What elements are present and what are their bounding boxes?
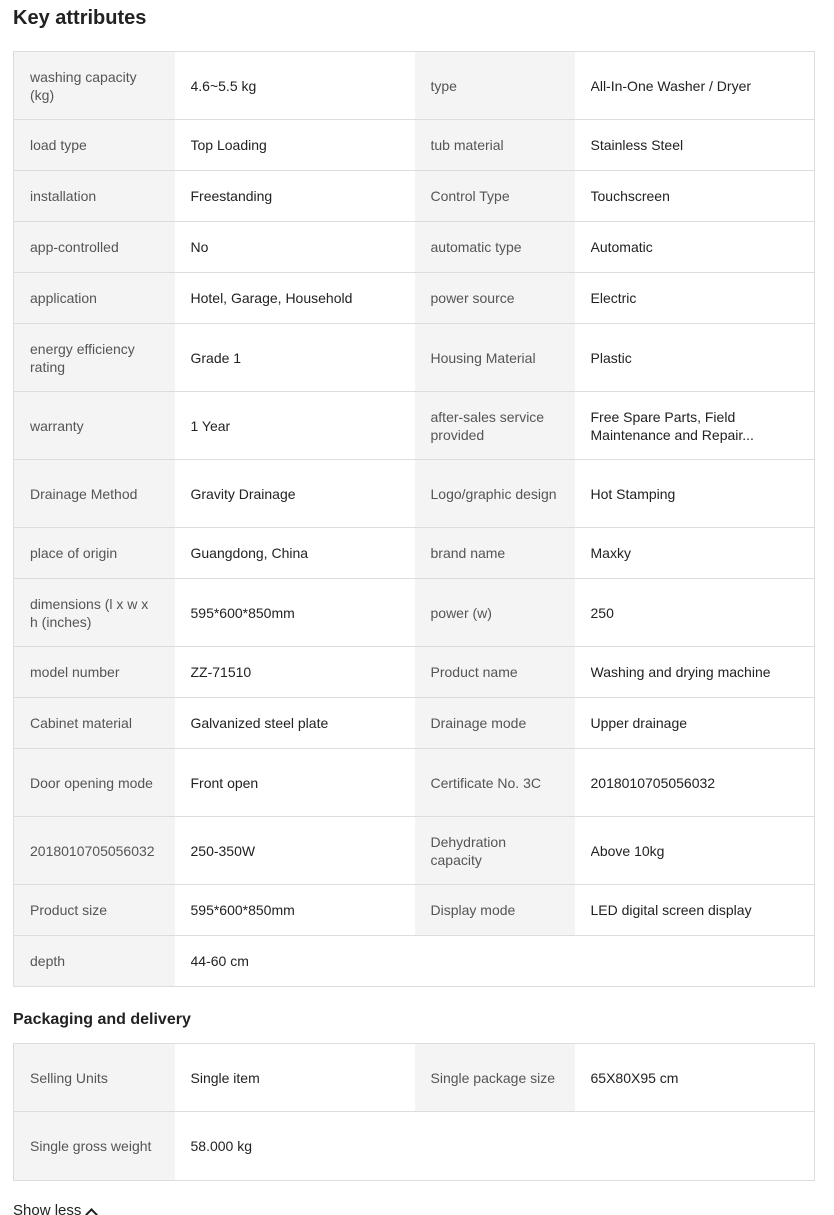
table-row: [14, 528, 815, 579]
attribute-key: [14, 936, 175, 987]
table-row: [14, 460, 815, 528]
attribute-value-text: 250: [590, 604, 614, 621]
attribute-key-text: Dehydration capacity: [430, 833, 506, 868]
show-less-button[interactable]: [13, 1202, 96, 1215]
attribute-value-text: 2018010705056032: [590, 774, 716, 791]
attribute-value: [575, 1112, 815, 1181]
attribute-key-text: Drainage mode: [430, 715, 527, 731]
attribute-key: [14, 647, 175, 698]
attribute-value-text: 65X80X95 cm: [590, 1069, 679, 1086]
packaging-table: [13, 1043, 815, 1181]
attribute-key: [415, 273, 575, 324]
attribute-key: [415, 647, 575, 698]
attribute-value: [175, 273, 415, 324]
attribute-key-text: brand name: [430, 545, 506, 561]
table-row: [14, 120, 815, 171]
table-row: [14, 222, 815, 273]
attribute-key: [14, 120, 175, 171]
attribute-key-text: Drainage Method: [30, 485, 138, 502]
attribute-key: [14, 698, 175, 749]
attribute-value: [575, 392, 815, 460]
table-row: [14, 936, 815, 987]
attribute-key-text: 2018010705056032: [30, 842, 155, 859]
chevron-up-icon: [86, 1208, 99, 1215]
attribute-value: [175, 749, 415, 817]
attribute-value: [575, 324, 815, 392]
attribute-value-text: ZZ-71510: [190, 664, 252, 680]
attribute-value-text: No: [190, 239, 209, 255]
table-row: [14, 698, 815, 749]
table-row: [14, 647, 815, 698]
attribute-value: [575, 460, 815, 528]
attribute-value-text: 4.6~5.5 kg: [190, 77, 257, 94]
attribute-key-text: Cabinet material: [30, 715, 132, 731]
attribute-key: [14, 579, 175, 647]
attribute-key: [14, 885, 175, 936]
attribute-key-text: Product name: [430, 664, 518, 680]
attribute-value-text: 58.000 kg: [190, 1138, 252, 1154]
attribute-key-text: depth: [30, 953, 66, 969]
attribute-value: [175, 1044, 415, 1112]
attribute-key: [415, 120, 575, 171]
packaging-heading: Packaging and delivery: [13, 1011, 191, 1028]
attribute-value: [175, 936, 415, 987]
attribute-key: [14, 1044, 175, 1112]
attribute-key: [415, 392, 575, 460]
attribute-key: [14, 273, 175, 324]
attribute-value-text: Electric: [590, 290, 637, 306]
attribute-value-text: Hot Stamping: [590, 485, 676, 502]
attribute-key: [14, 817, 175, 885]
attribute-key-text: Certificate No. 3C: [430, 774, 541, 791]
attribute-key: [415, 1044, 575, 1112]
attribute-value: [575, 749, 815, 817]
attribute-key-text: app-controlled: [30, 239, 119, 255]
attribute-key-text: tub material: [430, 137, 504, 153]
attribute-value: [175, 817, 415, 885]
attribute-value-text: Stainless Steel: [590, 137, 684, 153]
table-row: [14, 171, 815, 222]
attribute-key-text: automatic type: [430, 239, 522, 255]
attribute-value: [175, 698, 415, 749]
attribute-key: [415, 698, 575, 749]
attribute-value-text: Hotel, Garage, Household: [190, 290, 353, 306]
attribute-key-text: Display mode: [430, 902, 516, 918]
attribute-key: [14, 324, 175, 392]
attribute-value: [175, 222, 415, 273]
attribute-value: [575, 817, 815, 885]
attribute-value: [175, 885, 415, 936]
table-row: [14, 749, 815, 817]
attribute-key: [415, 171, 575, 222]
attribute-value-text: Touchscreen: [590, 188, 670, 204]
attribute-value: [175, 647, 415, 698]
attribute-key-text: Selling Units: [30, 1069, 108, 1086]
attribute-value-text: Washing and drying machine: [590, 664, 771, 680]
attribute-key: [415, 817, 575, 885]
attribute-value: [175, 171, 415, 222]
attribute-value: [575, 885, 815, 936]
attribute-value: [175, 392, 415, 460]
attribute-key-text: power (w): [430, 604, 492, 621]
attribute-value-text: 250-350W: [190, 842, 256, 859]
attribute-value-text: Automatic: [590, 239, 653, 255]
key-attributes-table: [13, 51, 815, 987]
attribute-key-text: model number: [30, 664, 120, 680]
attribute-key-text: type: [430, 77, 457, 94]
attribute-value-text: 595*600*850mm: [190, 902, 295, 918]
attribute-key: [14, 528, 175, 579]
attribute-key-text: Logo/graphic design: [430, 485, 557, 502]
attribute-key-text: Single package size: [430, 1069, 556, 1086]
attribute-key-text: dimensions (l x w x h (inches): [30, 595, 149, 630]
attribute-key-text: Door opening mode: [30, 774, 153, 791]
table-row: [14, 52, 815, 120]
attribute-key-text: Control Type: [430, 188, 510, 204]
attribute-key-text: place of origin: [30, 545, 118, 561]
attribute-key: [415, 222, 575, 273]
attribute-key: [415, 52, 575, 120]
attribute-value: [575, 579, 815, 647]
attribute-value-text: Free Spare Parts, Field Maintenance and Repair...: [590, 408, 754, 443]
attribute-key-text: energy efficiency rating: [30, 340, 135, 375]
attribute-value: [175, 579, 415, 647]
attribute-key: [415, 936, 575, 987]
attribute-key: [14, 52, 175, 120]
attribute-value-text: Single item: [190, 1069, 260, 1086]
attribute-key-text: Single gross weight: [30, 1138, 152, 1154]
table-row: [14, 1044, 815, 1112]
attribute-value-text: 595*600*850mm: [190, 604, 295, 621]
attribute-value: [175, 460, 415, 528]
attribute-value-text: Grade 1: [190, 349, 242, 366]
attribute-key: [14, 1112, 175, 1181]
attribute-value-text: Maxky: [590, 545, 631, 561]
key-attributes-heading: Key attributes: [13, 7, 147, 29]
attribute-key: [415, 1112, 575, 1181]
attribute-key-text: power source: [430, 290, 515, 306]
attribute-key-text: washing capacity (kg): [30, 68, 137, 103]
attribute-value-text: Galvanized steel plate: [190, 715, 329, 731]
attribute-value: [575, 171, 815, 222]
attribute-value-text: Front open: [190, 774, 259, 791]
attribute-value-text: 1 Year: [190, 417, 231, 434]
attribute-value: [575, 222, 815, 273]
attribute-value: [575, 120, 815, 171]
attribute-value-text: Plastic: [590, 349, 632, 366]
attribute-value-text: Above 10kg: [590, 842, 665, 859]
attribute-value: [575, 1044, 815, 1112]
attribute-value: [575, 528, 815, 579]
attribute-value-text: Freestanding: [190, 188, 273, 204]
attribute-key-text: load type: [30, 137, 87, 153]
table-row: [14, 885, 815, 936]
show-less-label: Show less: [13, 1202, 82, 1215]
attribute-key: [415, 528, 575, 579]
attribute-key-text: Product size: [30, 902, 108, 918]
attribute-value: [175, 528, 415, 579]
attribute-value: [175, 324, 415, 392]
attribute-value-text: Upper drainage: [590, 715, 688, 731]
attribute-value: [175, 120, 415, 171]
attribute-key-text: Housing Material: [430, 349, 536, 366]
table-row: [14, 817, 815, 885]
attribute-key-text: application: [30, 290, 97, 306]
attribute-key: [415, 460, 575, 528]
attribute-value-text: All-In-One Washer / Dryer: [590, 77, 752, 94]
attribute-value: [575, 698, 815, 749]
attribute-value: [575, 52, 815, 120]
attribute-value-text: Guangdong, China: [190, 545, 309, 561]
table-row: [14, 273, 815, 324]
attribute-key-text: warranty: [30, 417, 84, 434]
attribute-key: [14, 171, 175, 222]
attribute-key: [14, 749, 175, 817]
attribute-key: [415, 749, 575, 817]
attribute-key: [415, 885, 575, 936]
attribute-key: [14, 222, 175, 273]
attribute-key: [14, 460, 175, 528]
attribute-value-text: Top Loading: [190, 137, 267, 153]
attribute-value: [575, 273, 815, 324]
attribute-value: [175, 52, 415, 120]
table-row: [14, 324, 815, 392]
attribute-value: [175, 1112, 415, 1181]
attribute-value-text: LED digital screen display: [590, 902, 752, 918]
attribute-key: [14, 392, 175, 460]
attribute-key-text: after-sales service provided: [430, 408, 545, 443]
attribute-key: [415, 579, 575, 647]
attribute-value-text: Gravity Drainage: [190, 485, 296, 502]
attribute-key-text: installation: [30, 188, 97, 204]
attribute-value-text: 44-60 cm: [190, 953, 249, 969]
table-row: [14, 392, 815, 460]
attribute-value: [575, 647, 815, 698]
attribute-key: [415, 324, 575, 392]
table-row: [14, 1112, 815, 1181]
table-row: [14, 579, 815, 647]
attribute-value: [575, 936, 815, 987]
